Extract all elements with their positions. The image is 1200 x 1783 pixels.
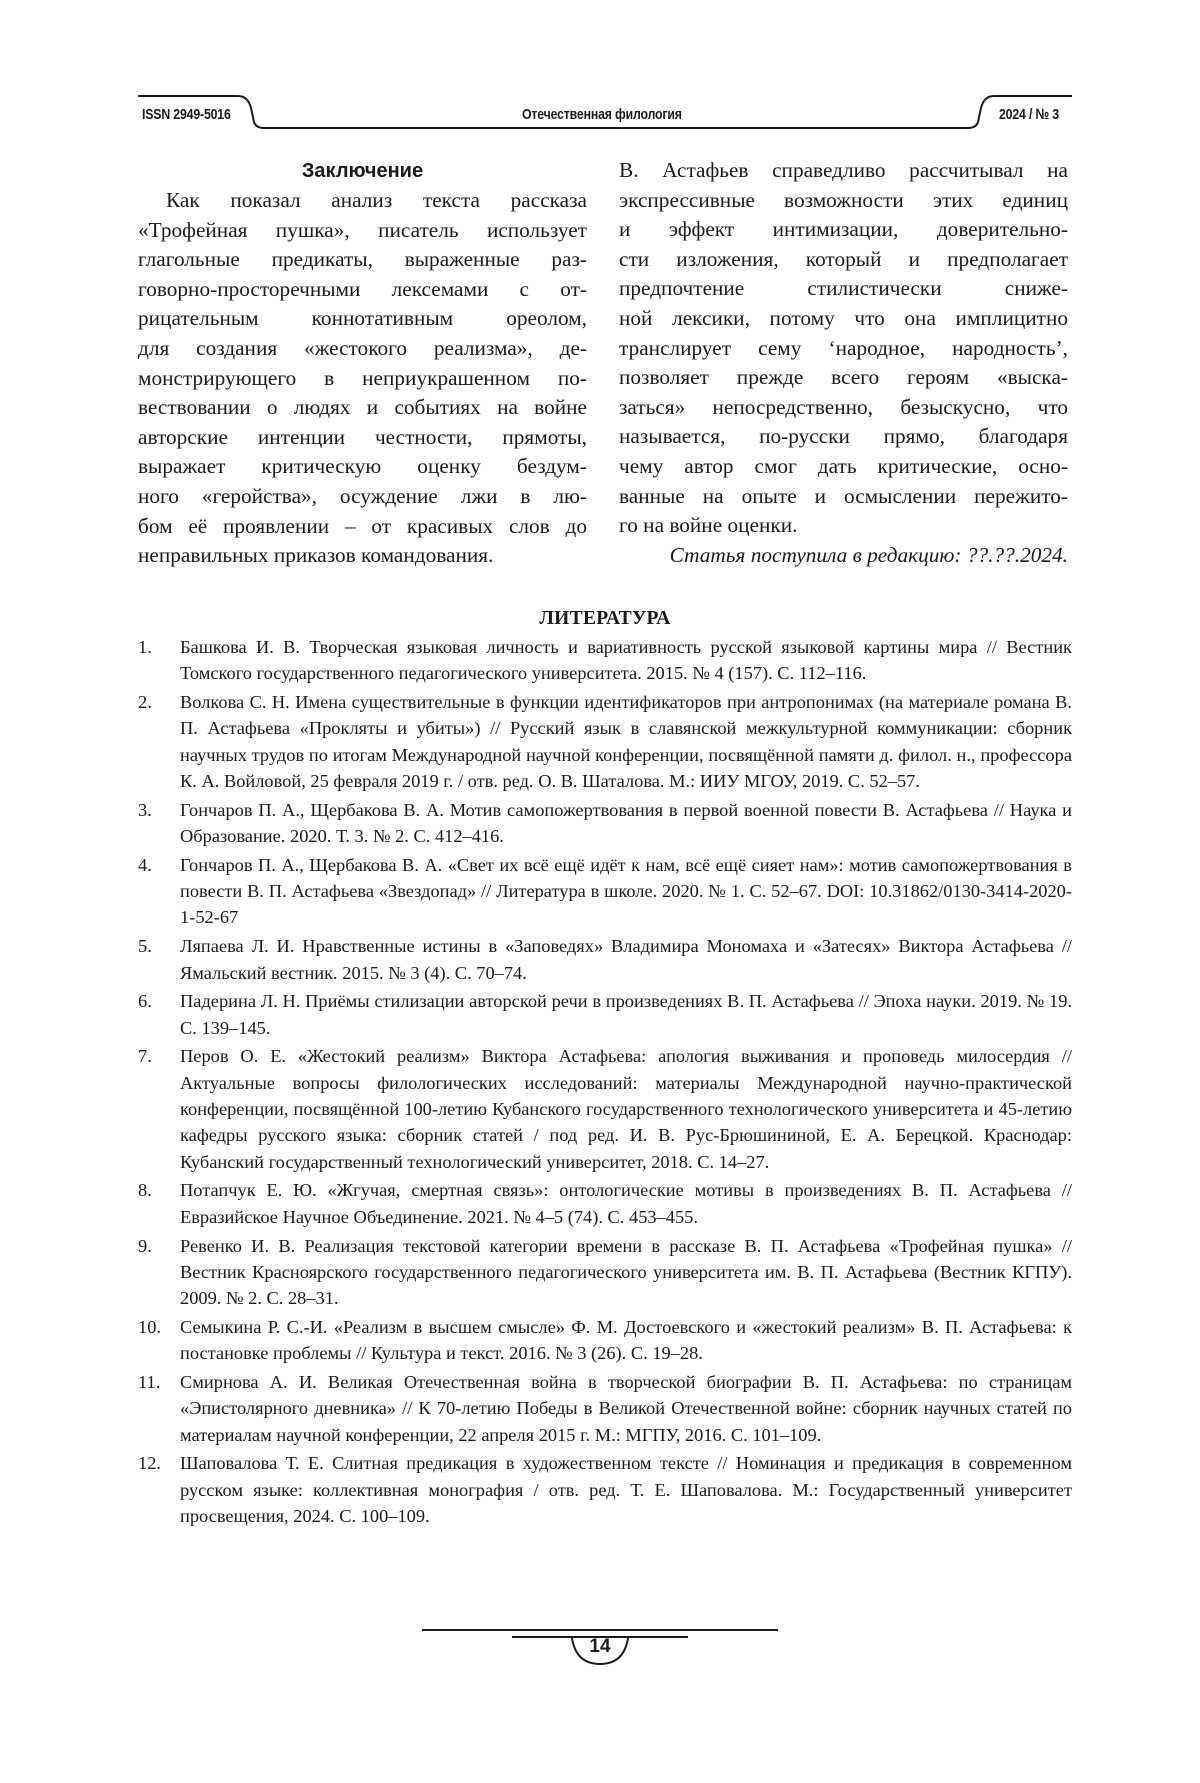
text-line: вествовании о людях и событиях на войне <box>138 395 587 420</box>
reference-text: Ляпаева Л. И. Нравственные истины в «Заповедях» Владимира Мономаха и «Затесях» Виктора Астафьева // Ямальский вестник. 2015. № 3 (4). С. 70–74. <box>180 936 1072 983</box>
text-line: глагольные предикаты, выраженные раз- <box>138 247 587 272</box>
reference-number: 8. <box>138 1180 152 1201</box>
reference-number: 3. <box>138 799 152 820</box>
text-line: говорно-просторечными лексемами с от- <box>138 276 587 301</box>
running-header <box>138 90 1072 140</box>
reference-text: Ревенко И. В. Реализация текстовой категории времени в рассказе В. П. Астафьева «Трофейная пушка» // Вестник Красноярского государственного педагогического университета им. В. П. Астафьева (Вестник КГПУ). 2009. № 2. С. 28–31. <box>180 1235 1072 1309</box>
reference-text: Смирнова А. И. Великая Отечественная война в творческой биографии В. П. Астафьева: по страницам «Эпистолярного дневника» // К 70-летию Победы в Великой Отечественной войне: сборник научных статей по материалам научной конференции, 22 апреля 2015 г. М.: МГПУ, 2016. С. 101–109. <box>180 1372 1072 1445</box>
reference-item <box>138 1233 1072 1312</box>
text-line: бом её проявлении – от красивых слов до <box>138 513 587 538</box>
conclusion-right-column <box>619 156 1068 570</box>
text-line: заться» непосредственно, безыскусно, что <box>619 394 1068 419</box>
text-line: рицательным коннотативным ореолом, <box>138 306 587 331</box>
reference-number: 5. <box>138 936 152 957</box>
text-line: и эффект интимизации, доверительно- <box>619 217 1068 242</box>
text-line: транслирует сему ‘народное, народность’, <box>619 335 1068 360</box>
reference-number: 9. <box>138 1235 152 1256</box>
text-line: сти изложения, который и предполагает <box>619 246 1068 271</box>
reference-text: Гончаров П. А., Щербакова В. А. «Свет их всё ещё идёт к нам, всё ещё сияет нам»: мотив самопожертвования в повести В. П. Астафьева «Звездопад» // Литература в школе. 2020. № 1. С. 52–67. DOI: 10.31862/0130-3414-2020-1-52-67 <box>180 854 1072 928</box>
reference-number: 6. <box>138 991 152 1012</box>
text-line: позволяет прежде всего героям «выска- <box>619 365 1068 390</box>
reference-number: 4. <box>138 854 152 875</box>
reference-text: Волкова С. Н. Имена существительные в функции идентификаторов при антропонимах (на материале романа В. П. Астафьева «Прокляты и убиты») // Русский язык в славянской межкультурной коммуникации: сборник научных трудов по итогам Международной научной конференции, посвящённой памяти д. филол. н., профессора К. А. Войловой, 25 февраля 2019 г. / отв. ред. О. В. Шаталова. М.: ИИУ МГОУ, 2019. С. 52–57. <box>180 692 1072 791</box>
left-paragraph <box>138 186 587 571</box>
received-date: Статья поступила в редакцию: ??.??.2024. <box>669 542 1068 567</box>
reference-text: Семыкина Р. С.-И. «Реализм в высшем смысле» Ф. М. Достоевского и «жестокий реализм» В. П. Астафьева: к постановке проблемы // Культура и текст. 2016. № 3 (26). С. 19–28. <box>180 1316 1072 1364</box>
section-title: Заключение <box>301 160 424 182</box>
reference-number: 11. <box>138 1372 161 1393</box>
text-line: «Трофейная пушка», писатель использует <box>138 217 587 242</box>
references-list <box>138 634 1072 1529</box>
reference-number: 12. <box>138 1453 161 1474</box>
page-number: 14 <box>589 1636 611 1657</box>
page-footer <box>400 1624 800 1680</box>
journal-title: Отечественная филология <box>522 106 682 123</box>
reference-item <box>138 797 1072 850</box>
text-line: неправильных приказов командования. <box>138 543 494 568</box>
reference-item <box>138 852 1072 931</box>
reference-item <box>138 933 1072 986</box>
reference-text: Башкова И. В. Творческая языковая личность и вариативность русской языковой картины мира // Вестник Томского государственного педагогического университета. 2015. № 4 (157). С. 112–116. <box>180 637 1072 684</box>
references-section <box>138 604 1072 1532</box>
text-line: ного «геройства», осуждение лжи в лю- <box>138 483 587 508</box>
reference-item <box>138 1369 1072 1448</box>
reference-item <box>138 988 1072 1041</box>
text-line: называется, по-русски прямо, благодаря <box>619 424 1068 449</box>
reference-number: 10. <box>138 1316 161 1337</box>
reference-text: Шаповалова Т. Е. Слитная предикация в художественном тексте // Номинация и предикация в современном русском языке: коллективная монография / отв. ред. Т. Е. Шаповалова. М.: Государственный университет просвещения, 2024. С. 100–109. <box>180 1453 1072 1526</box>
reference-number: 7. <box>138 1046 152 1067</box>
text-line: для создания «жестокого реализма», де- <box>138 335 587 360</box>
text-line: экспрессивные возможности этих единиц <box>619 187 1068 212</box>
references-title: ЛИТЕРАТУРА <box>539 608 671 629</box>
reference-item <box>138 1177 1072 1230</box>
text-line: предпочтение стилистически сниже- <box>619 276 1068 301</box>
text-line: чему автор смог дать критические, осно- <box>619 453 1068 478</box>
text-line: ной лексики, потому что она имплицитно <box>619 305 1068 330</box>
reference-text: Гончаров П. А., Щербакова В. А. Мотив самопожертвования в первой военной повести В. Астафьева // Наука и Образование. 2020. Т. 3. № 2. С. 412–416. <box>180 799 1072 847</box>
issn: ISSN 2949-5016 <box>142 106 231 123</box>
reference-item <box>138 634 1072 687</box>
reference-item <box>138 1450 1072 1529</box>
reference-item <box>138 1043 1072 1174</box>
text-line: го на войне оценки. <box>619 513 798 538</box>
conclusion-left-column <box>138 156 587 571</box>
text-line: авторские интенции честности, прямоты, <box>138 424 587 449</box>
reference-item <box>138 689 1072 794</box>
text-line: Как показал анализ текста рассказа <box>166 188 587 212</box>
reference-text: Перов О. Е. «Жестокий реализм» Виктора Астафьева: апология выживания и проповедь милосердия // Актуальные вопросы филологических исследований: материалы Международной научно-практической конференции, посвящённой 100-летию Кубанского государственного технологического университета и 45-летию кафедры русского языка: сборник статей / под ред. И. В. Рус-Брюшининой, Е. А. Берецкой. Краснодар: Кубанский государственный технологический университет, 2018. С. 14–27. <box>180 1046 1072 1172</box>
issue-number: 2024 / № 3 <box>999 106 1059 123</box>
text-line: монстрирующего в неприукрашенном по- <box>138 365 587 390</box>
reference-number: 1. <box>138 637 152 657</box>
right-paragraph <box>619 156 1068 541</box>
text-line: В. Астафьев справедливо рассчитывал на <box>619 158 1068 182</box>
reference-number: 2. <box>138 692 152 713</box>
reference-text: Потапчук Е. Ю. «Жгучая, смертная связь»: онтологические мотивы в произведениях В. П. Астафьева // Евразийское Научное Объединение. 2021. № 4–5 (74). С. 453–455. <box>180 1180 1072 1227</box>
text-line: выражает критическую оценку бездум- <box>138 454 587 479</box>
text-line: ванные на опыте и осмыслении пережито- <box>619 483 1068 508</box>
reference-item <box>138 1314 1072 1367</box>
reference-text: Падерина Л. Н. Приёмы стилизации авторской речи в произведениях В. П. Астафьева // Эпоха науки. 2019. № 19. С. 139–145. <box>180 991 1072 1038</box>
